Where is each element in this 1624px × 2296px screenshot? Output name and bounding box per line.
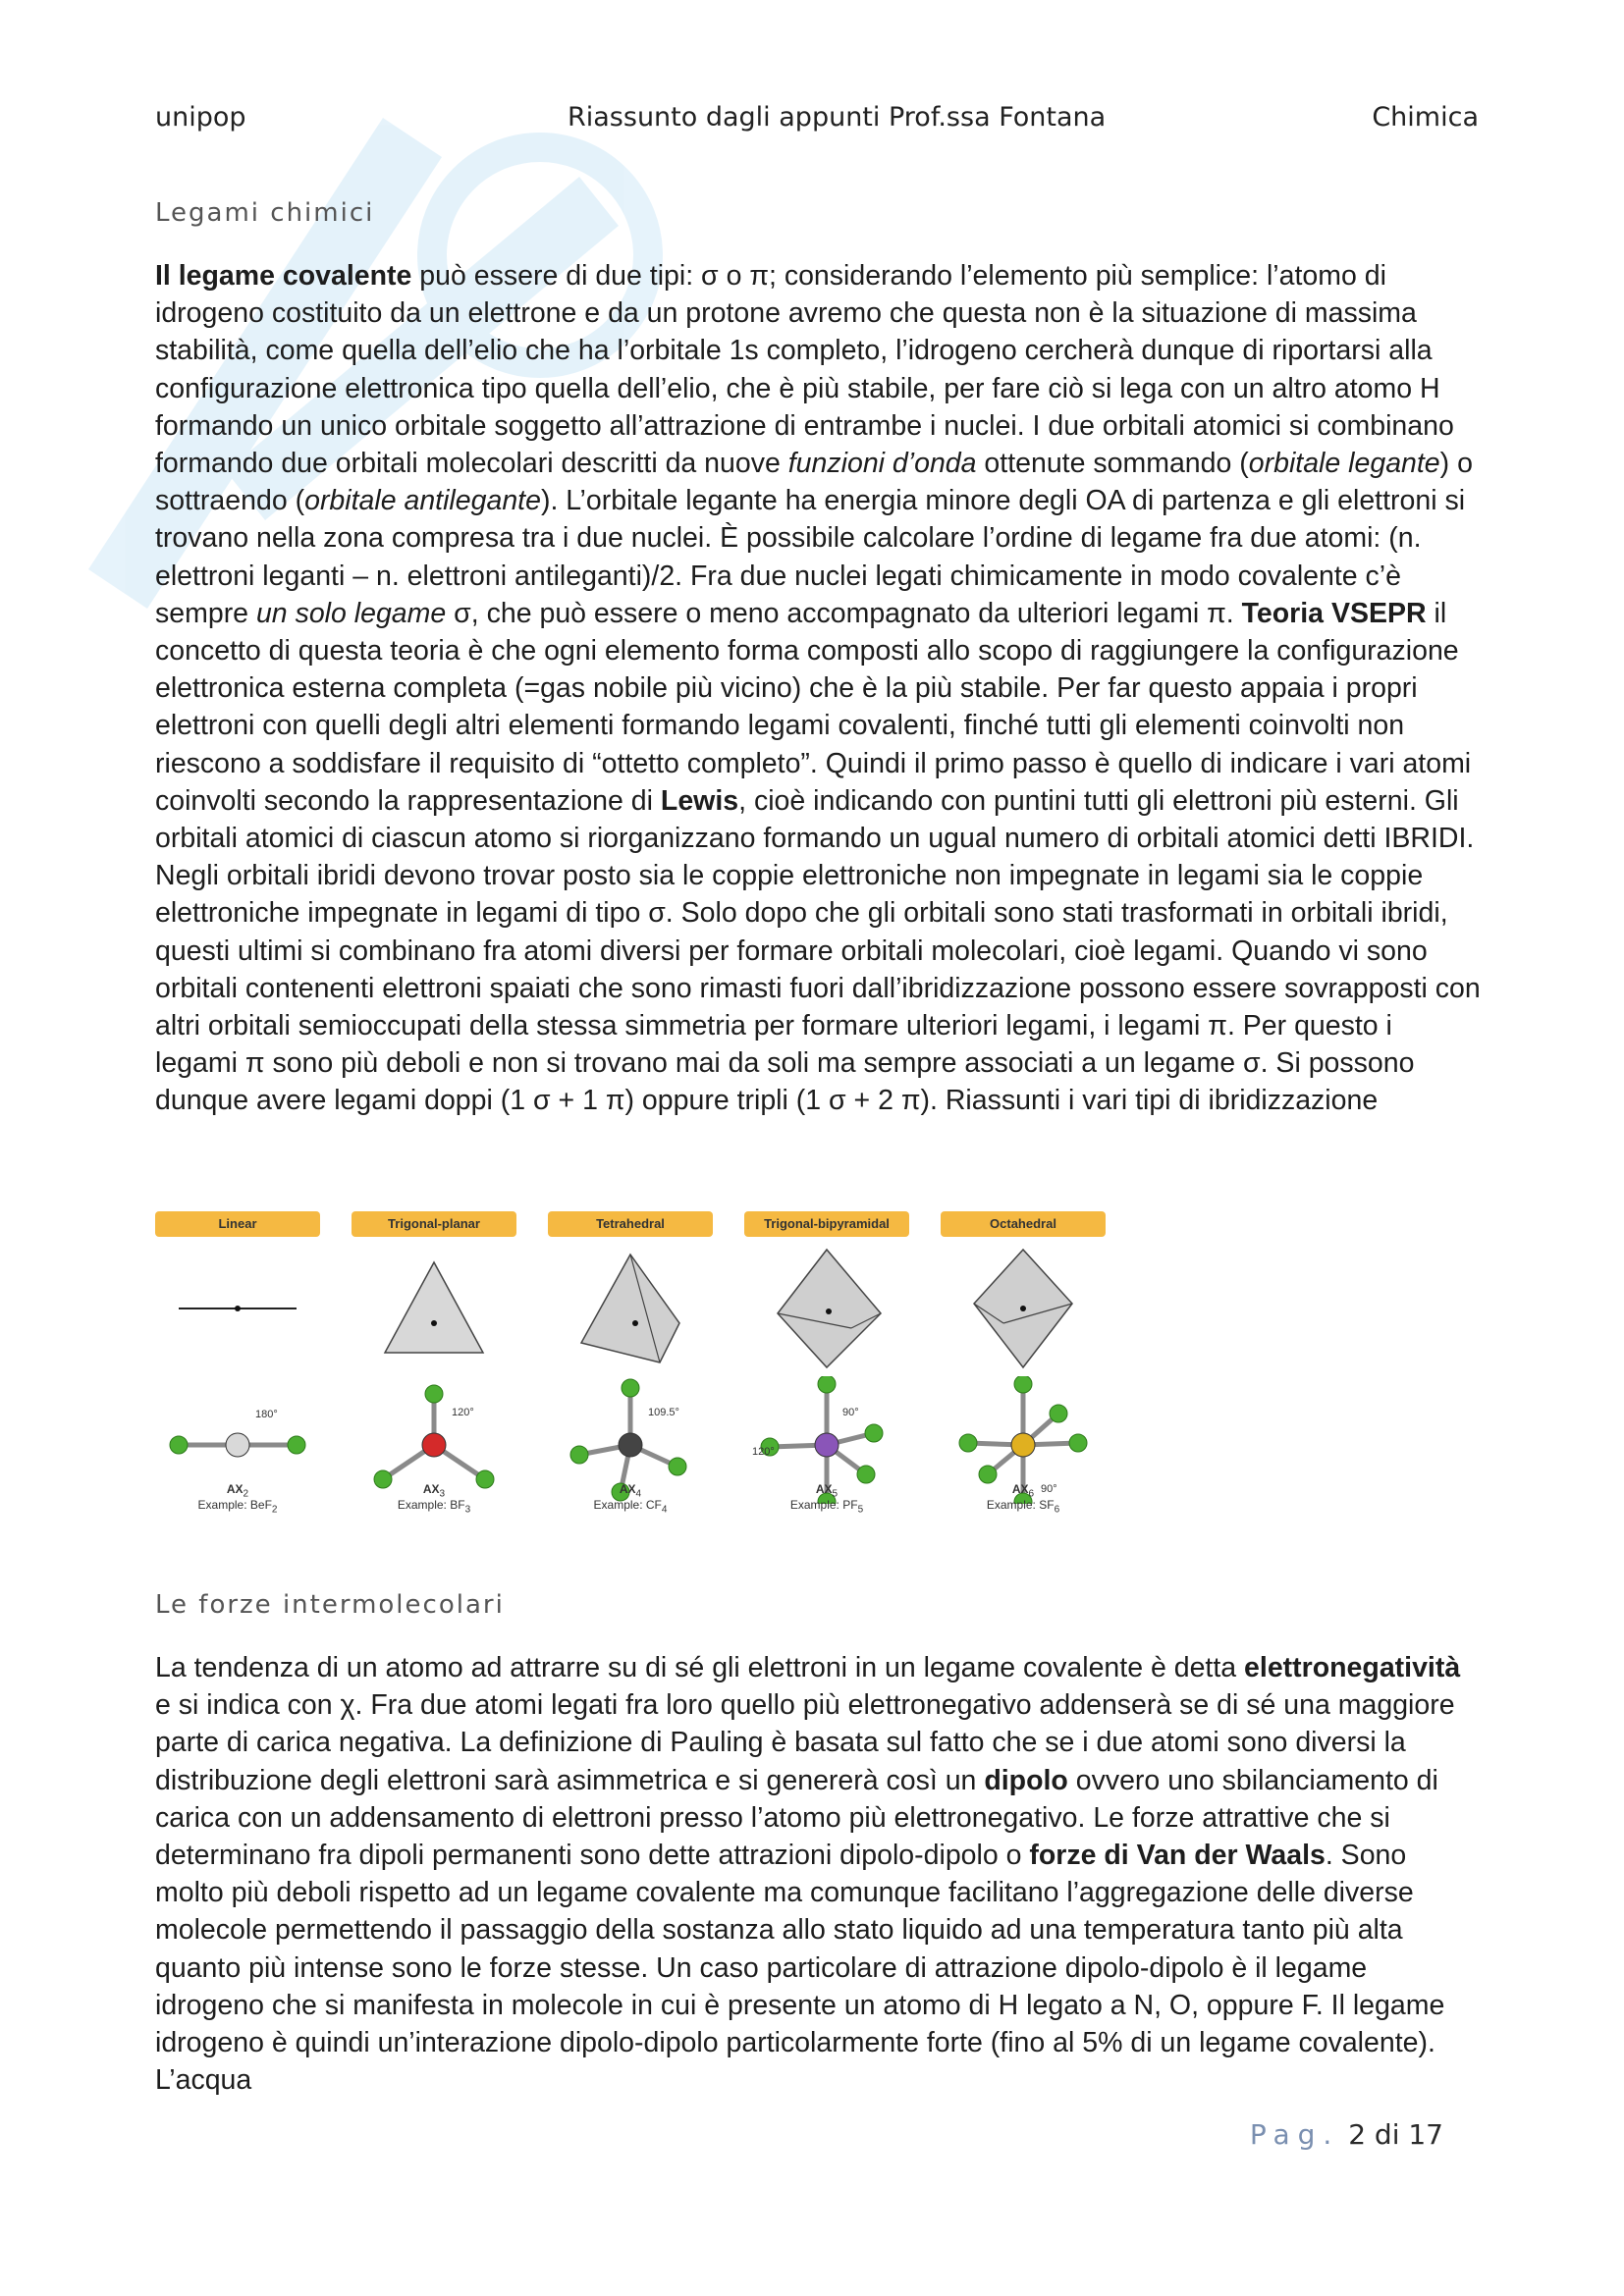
paragraph-legami — [155, 257, 1481, 1120]
geometry-octahedral — [941, 1211, 1106, 1535]
geometry-example — [155, 1498, 320, 1515]
italic-term: orbitale antilegante — [304, 485, 541, 517]
geometry-label: Octahedral — [941, 1211, 1106, 1237]
geometry-formula — [352, 1482, 516, 1499]
bold-term: elettronegatività — [1244, 1652, 1461, 1683]
geometry-linear — [155, 1211, 320, 1535]
angle-label: 90° — [842, 1407, 859, 1418]
angle-label: 109.5° — [648, 1407, 679, 1418]
ligand-atom — [979, 1466, 997, 1483]
geometry-trigonal-bipyramidal — [744, 1211, 909, 1535]
bold-term: Lewis — [660, 784, 739, 817]
page-number: 2 di 17 — [1348, 2118, 1443, 2151]
section-title-legami: Legami chimici — [155, 198, 375, 228]
example-subscript: 6 — [1054, 1504, 1060, 1516]
text-run: . Sono molto più deboli rispetto ad un legame covalente ma comunque facilitano l’aggregazione delle diverse molecole permettendo il passaggio della sostanza allo stato liquido ad una temperatura tanto più alta quanto più intense sono le forze stesse. Un caso particolare di attrazione dipolo-dipolo è il legame idrogeno che si manifesta in molecole in cui è presente un atomo di H legato a N, O, oppure F. Il legame idrogeno è quindi un’interazione dipolo-dipolo particolarmente forte (fino al 5% di un legame covalente). L’acqua — [155, 1840, 1445, 2097]
ligand-atom — [622, 1379, 639, 1397]
central-atom — [235, 1306, 241, 1311]
example-text: Example: SF — [986, 1498, 1055, 1512]
formula-subscript: 5 — [832, 1488, 839, 1500]
geometry-shape — [748, 1245, 905, 1372]
central-atom — [619, 1433, 642, 1457]
ligand-atom — [170, 1436, 188, 1454]
geometry-label: Trigonal-bipyramidal — [744, 1211, 909, 1237]
ligand-atom — [425, 1385, 443, 1403]
formula-subscript: 6 — [1028, 1488, 1035, 1500]
geometry-example — [352, 1498, 516, 1515]
italic-term: un solo legame — [255, 597, 447, 629]
tetrahedron-shape — [581, 1255, 679, 1362]
angle-label: 90° — [1041, 1483, 1057, 1495]
geometry-shape — [945, 1245, 1102, 1372]
central-atom — [815, 1433, 839, 1457]
geometry-label: Trigonal-planar — [352, 1211, 516, 1237]
central-atom — [1020, 1306, 1026, 1311]
geometry-shape — [355, 1245, 513, 1372]
geometry-label: Tetrahedral — [548, 1211, 713, 1237]
geometry-formula — [941, 1482, 1106, 1499]
text-run: e si indica con χ. Fra due atomi legati fra loro quello più elettronegativo addenserà se di sé una maggiore parte di carica negativa. La definizione di Pauling è basata sul fatto che se i due atomi sono diversi la distribuzione degli elettroni sarà asimmetrica e si genererà così un — [155, 1689, 1455, 1796]
central-atom — [226, 1433, 249, 1457]
geometry-shape — [159, 1245, 316, 1372]
text-run: , cioè indicando con puntini tutti gli elettroni più esterni. Gli orbitali atomici di ciascun atomo si riorganizzano formando un ugual numero di orbitali atomici detti IBRIDI. Negli orbitali ibridi devono trovar posto sia le coppie elettroniche non impegnate in legami sia le coppie elettroniche impegnate in legami di tipo σ. Solo dopo che gli orbitali sono stati trasformati in orbitali ibridi, questi ultimi si combinano fra atomi diversi per formare orbitali molecolari, cioè legami. Quando vi sono orbitali contenenti elettroni spaiati che sono rimasti fuori dall’ibridizzazione possono essere sovrapposti con altri orbitali semioccupati della stessa simmetria per formare ulteriori legami, i legami π. Per questo i legami π sono più deboli e non si trovano mai da soli ma sempre associati a un legame σ. Si possono dunque avere legami doppi (1 σ + 1 π) oppure tripli (1 σ + 2 π). Riassunti i vari tipi di ibridizzazione — [155, 784, 1481, 1117]
central-atom — [632, 1320, 638, 1326]
geometry-formula — [548, 1482, 713, 1499]
text-run: può essere di due tipi: σ o π; considerando l’elemento più semplice: l’atomo di idrogeno costituito da un elettrone e da un protone avremo che questa non è la situazione di massima stabilità, come quella dell’elio che ha l’orbitale 1s completo, l’idrogeno cercherà dunque di riportarsi alla configurazione elettronica tipo quella dell’elio, che è più stabile, per fare ciò si lega con un altro atomo H formando un unico orbitale soggetto all’attrazione di entrambe i nuclei. I due orbitali atomici si combinano formando due orbitali molecolari descritti da nuove — [155, 260, 1454, 480]
page-prefix: Pag. — [1249, 2118, 1340, 2151]
bold-term: dipolo — [984, 1764, 1068, 1796]
geometry-formula — [744, 1482, 909, 1499]
geometry-example — [941, 1498, 1106, 1515]
formula-text: AX — [619, 1482, 636, 1496]
formula-subscript: 4 — [635, 1488, 642, 1500]
ligand-atom — [818, 1376, 836, 1393]
formula-text: AX — [1011, 1482, 1029, 1496]
angle-label: 120° — [452, 1407, 474, 1418]
paragraph-forze — [155, 1649, 1481, 2099]
vsepr-geometries-figure — [155, 1211, 1137, 1535]
geometry-shape — [552, 1245, 709, 1372]
central-atom — [422, 1433, 446, 1457]
header-title: Riassunto dagli appunti Prof.ssa Fontana — [568, 102, 1107, 133]
formula-text: AX — [226, 1482, 244, 1496]
ligand-atom — [570, 1446, 588, 1464]
central-atom — [826, 1308, 832, 1314]
geometry-formula — [155, 1482, 320, 1499]
header-subject: Chimica — [1372, 102, 1479, 133]
example-text: Example: PF — [789, 1498, 858, 1512]
paragraph-text — [155, 257, 1481, 1120]
example-subscript: 5 — [857, 1504, 864, 1516]
example-subscript: 4 — [661, 1504, 668, 1516]
example-text: Example: CF — [593, 1498, 662, 1512]
angle-label: 180° — [255, 1409, 278, 1420]
formula-subscript: 3 — [439, 1488, 446, 1500]
geometry-trigonal-planar — [352, 1211, 516, 1535]
ligand-atom — [959, 1434, 977, 1452]
ligand-atom — [669, 1458, 686, 1475]
formula-subscript: 2 — [243, 1488, 249, 1500]
central-atom — [431, 1320, 437, 1326]
paragraph-text — [155, 1649, 1481, 2099]
example-subscript: 3 — [464, 1504, 471, 1516]
bold-term: Teoria VSEPR — [1241, 597, 1427, 629]
geometry-example — [548, 1498, 713, 1515]
bold-term: Il legame covalente — [155, 260, 412, 292]
text-run: ovvero uno sbilanciamento di carica con un addensamento di elettroni presso l’atomo più elettronegativo. Le forze attrattive che si determinano fra dipoli permanenti sono dette attrazioni dipolo-dipolo o — [155, 1764, 1438, 1872]
text-run: ottenute sommando ( — [976, 448, 1249, 480]
text-run: ) o sottraendo ( — [155, 448, 1473, 517]
geometry-label: Linear — [155, 1211, 320, 1237]
italic-term: orbitale legante — [1248, 448, 1440, 480]
section-title-forze: Le forze intermolecolari — [155, 1590, 505, 1620]
header-left: unipop — [155, 102, 246, 133]
bipyramid-shape — [778, 1250, 881, 1367]
ligand-atom — [1069, 1434, 1087, 1452]
text-run: ). L’orbitale legante ha energia minore degli OA di partenza e gli elettroni si trovano nella zona compresa tra i due nuclei. È possibile calcolare l’ordine di legame fra due atomi: (n. elettroni leganti – n. elettroni antileganti)/2. Fra due nuclei legati chimicamente in modo covalente c’è sempre — [155, 485, 1466, 629]
ligand-atom — [857, 1466, 875, 1483]
geometry-tetrahedral — [548, 1211, 713, 1535]
ligand-atom — [1050, 1405, 1067, 1422]
text-run: il concetto di questa teoria è che ogni elemento forma composti allo scopo di raggiungere la configurazione elettronica esterna completa (=gas nobile più vicino) che è la più stabile. Per far questo appaia i propri elettroni con quelli degli altri elementi formando legami covalenti, finché tutti gli elementi coinvolti non riescono a soddisfare il requisito di “ottetto completo”. Quindi il primo passo è quello di indicare i vari atomi coinvolti secondo la rappresentazione di — [155, 597, 1472, 817]
formula-text: AX — [422, 1482, 440, 1496]
example-text: Example: BF — [397, 1498, 465, 1512]
ligand-atom — [865, 1424, 883, 1442]
text-run: La tendenza di un atomo ad attrarre su di sé gli elettroni in un legame covalente è detta — [155, 1652, 1245, 1683]
formula-text: AX — [815, 1482, 833, 1496]
ligand-atom — [288, 1436, 305, 1454]
example-text: Example: BeF — [197, 1498, 272, 1512]
triangle-shape — [385, 1262, 483, 1353]
angle-label: 120° — [752, 1446, 775, 1458]
page-footer — [1250, 2118, 1443, 2151]
geometry-example — [744, 1498, 909, 1515]
central-atom — [1011, 1433, 1035, 1457]
italic-term: funzioni d’onda — [787, 448, 977, 480]
text-run: σ, che può essere o meno accompagnato da ulteriori legami π. — [446, 597, 1242, 629]
ligand-atom — [1014, 1376, 1032, 1393]
bold-term: forze di Van der Waals — [1029, 1840, 1326, 1872]
example-subscript: 2 — [271, 1504, 278, 1516]
